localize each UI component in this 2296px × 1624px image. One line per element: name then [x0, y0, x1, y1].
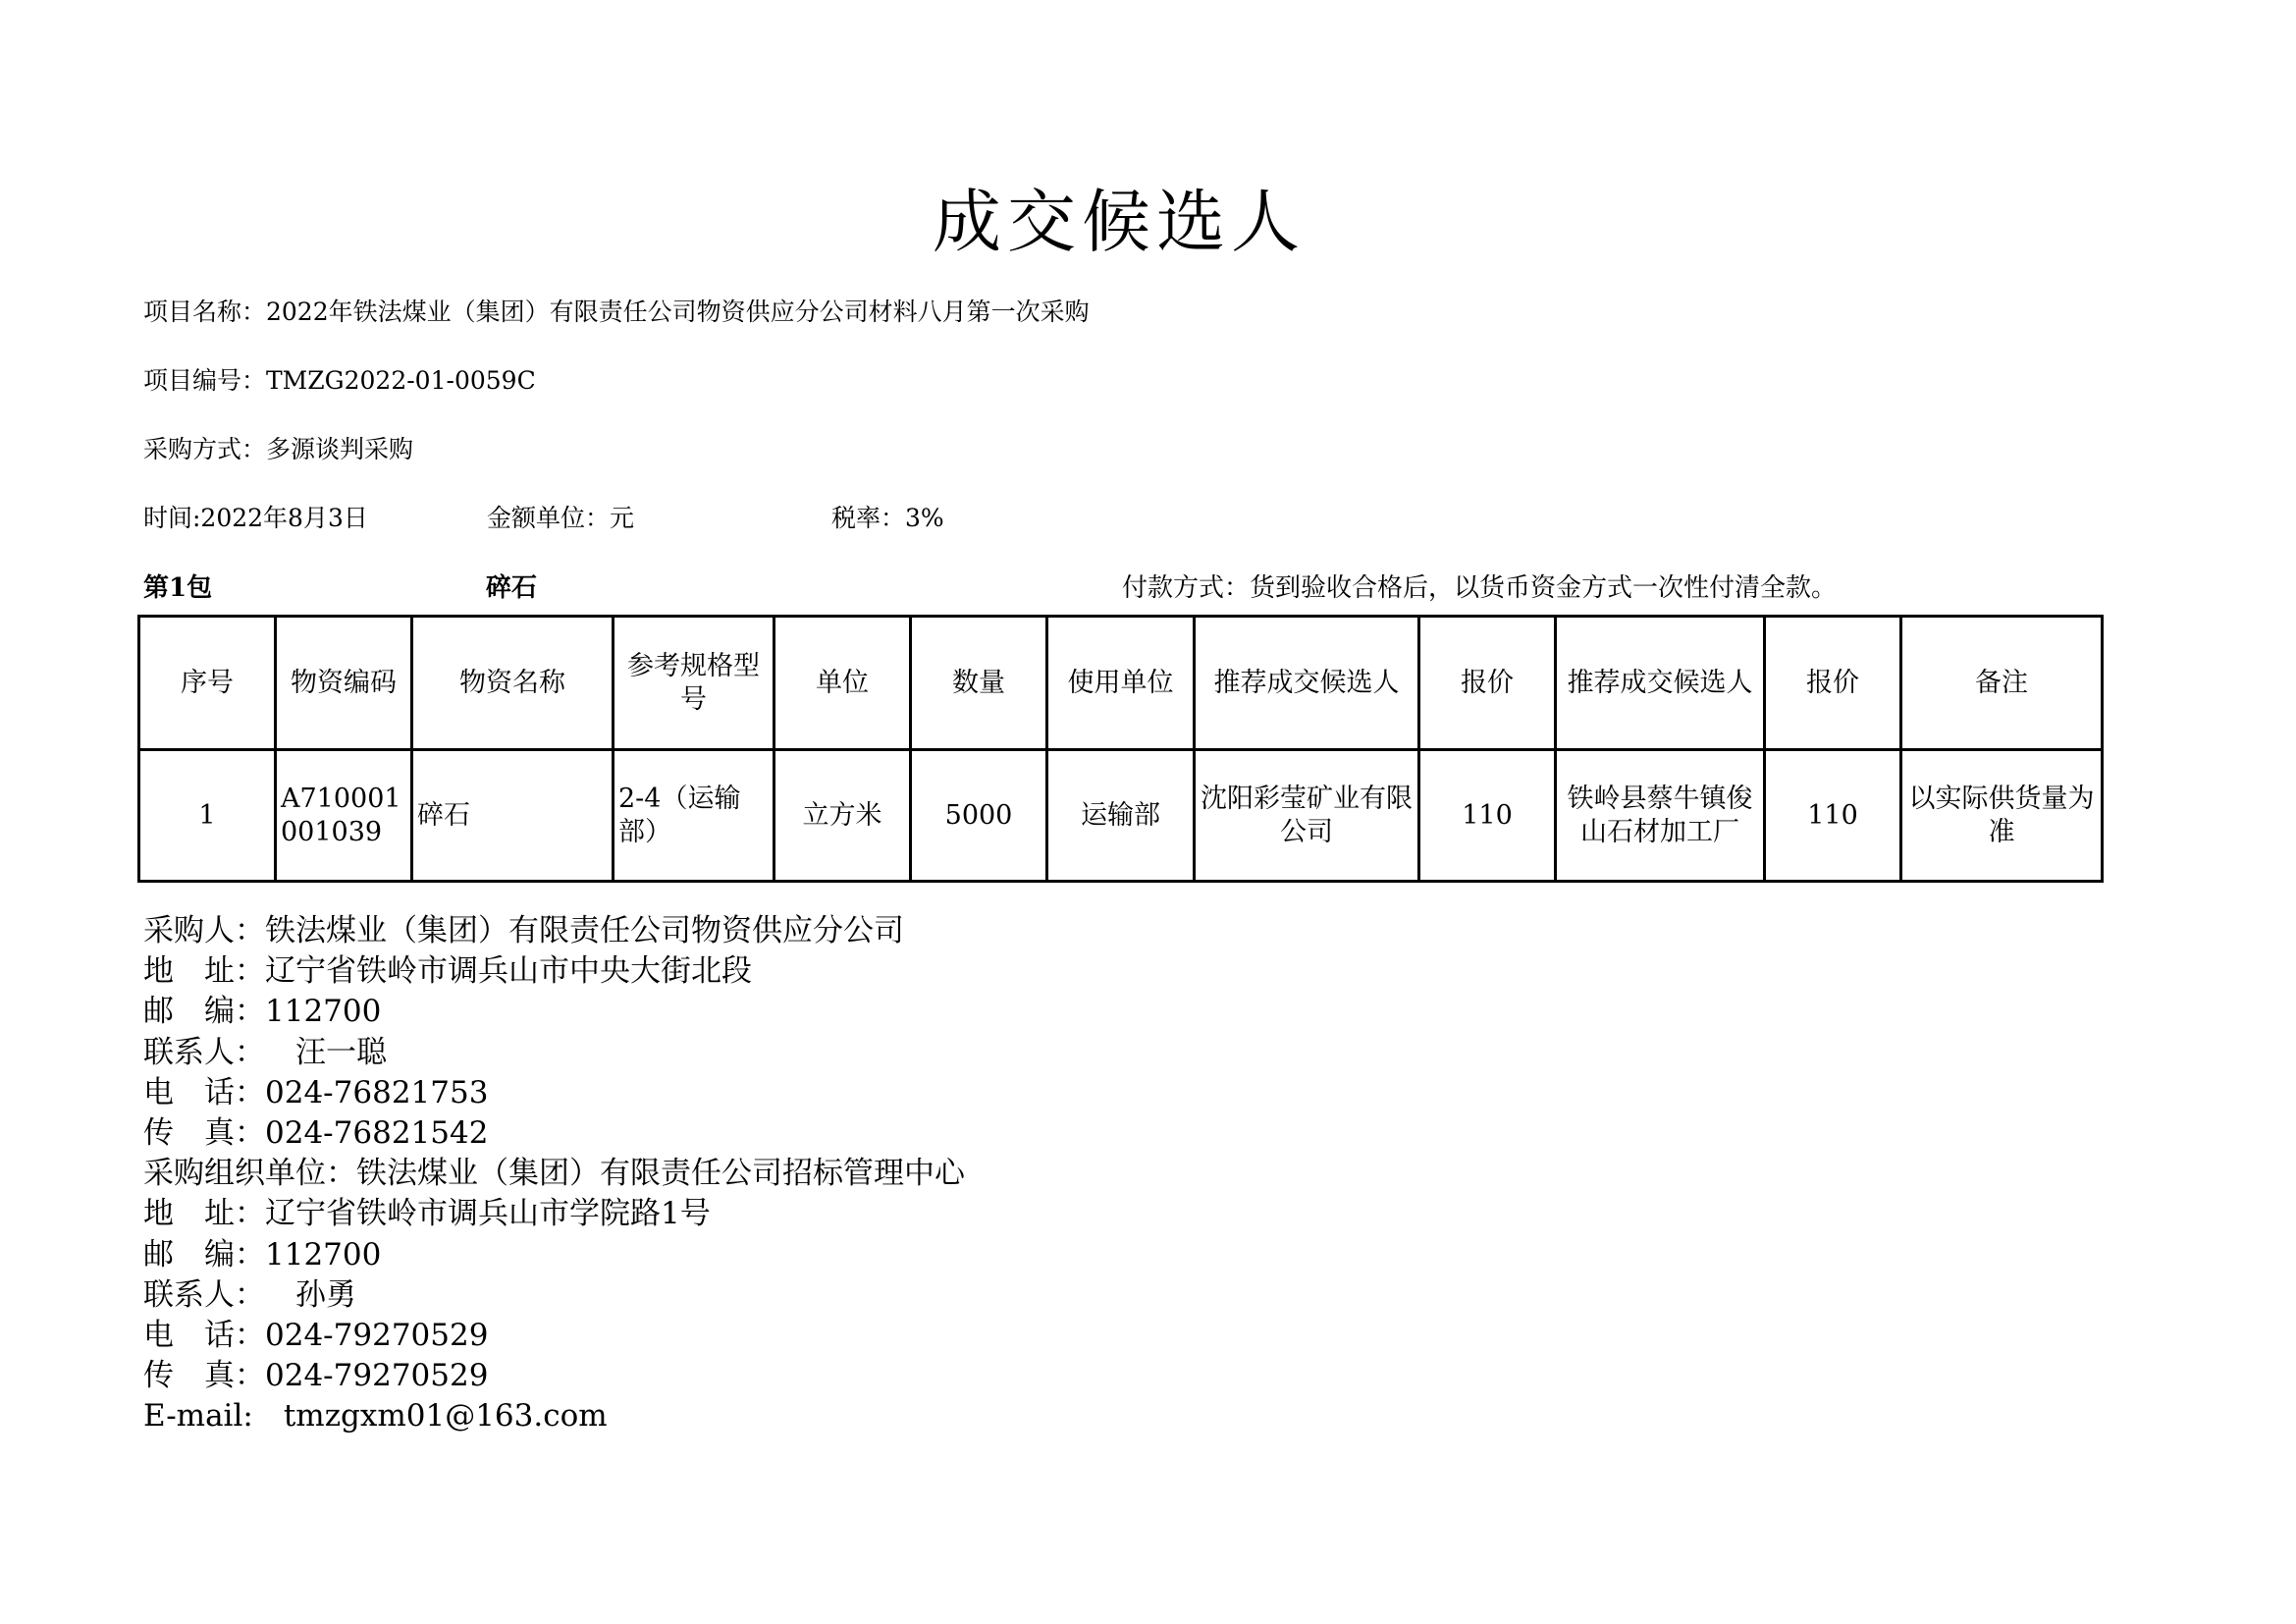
contact-line: [143, 1316, 965, 1356]
contact-value: 孙勇: [265, 1276, 356, 1313]
header-cell: 单位: [774, 617, 911, 750]
contact-line: [143, 951, 965, 992]
contact-value: 辽宁省铁岭市调兵山市中央大街北段: [265, 953, 752, 990]
contact-line: [143, 1113, 965, 1154]
contact-line: [143, 1194, 965, 1234]
contact-value: tmzgxm01@163.com: [252, 1398, 608, 1435]
contact-label: 邮 编：: [143, 1236, 265, 1272]
contact-line: [143, 1396, 965, 1436]
project-name: 项目名称：2022年铁法煤业（集团）有限责任公司物资供应分公司材料八月第一次采购: [143, 298, 1090, 326]
contact-line: [143, 1073, 965, 1113]
contact-label: 采购人：: [143, 913, 265, 948]
cell-material-name: 碎石: [412, 750, 614, 882]
package-label: 第1包: [143, 573, 213, 603]
cell-candidate-1: 沈阳彩莹矿业有限公司: [1195, 750, 1419, 882]
cell-price-2: 110: [1765, 750, 1901, 882]
tax-rate: 税率：3%: [831, 504, 944, 532]
header-cell: 报价: [1765, 617, 1901, 750]
cell-index: 1: [139, 750, 276, 882]
cell-price-1: 110: [1419, 750, 1556, 882]
header-cell: 物资编码: [276, 617, 412, 750]
contact-line: [143, 1235, 965, 1275]
contact-label: 联系人：: [143, 1034, 265, 1070]
contact-line: [143, 1356, 965, 1396]
date: 时间:2022年8月3日: [143, 504, 368, 532]
contact-label: 邮 编：: [143, 994, 265, 1030]
document-title: 成交候选人: [933, 182, 1306, 262]
contact-label: 地 址：: [143, 953, 265, 990]
cell-using-unit: 运输部: [1047, 750, 1195, 882]
contact-block: [143, 911, 965, 1436]
contact-label: 传 真：: [143, 1358, 265, 1394]
header-cell: 参考规格型号: [614, 617, 774, 750]
currency-unit: 金额单位：元: [487, 504, 635, 532]
contact-label: 传 真：: [143, 1114, 265, 1151]
contact-line: [143, 1154, 965, 1194]
contact-value: 024-76821542: [265, 1114, 489, 1151]
cell-candidate-2: 铁岭县蔡牛镇俊山石材加工厂: [1556, 750, 1765, 882]
contact-line: [143, 992, 965, 1032]
package-name: 碎石: [486, 573, 538, 603]
contact-value: 铁法煤业（集团）有限责任公司招标管理中心: [356, 1156, 965, 1192]
header-cell: 序号: [139, 617, 276, 750]
contact-label: 电 话：: [143, 1317, 265, 1353]
contact-value: 024-79270529: [265, 1358, 489, 1394]
contact-value: 024-76821753: [265, 1074, 489, 1110]
contact-label: 联系人：: [143, 1276, 265, 1313]
contact-value: 汪一聪: [265, 1034, 387, 1070]
header-cell: 数量: [911, 617, 1047, 750]
table-row: [139, 750, 2103, 882]
procurement-method: 采购方式：多源谈判采购: [143, 435, 414, 463]
header-cell: 推荐成交候选人: [1195, 617, 1419, 750]
contact-line: [143, 1275, 965, 1316]
payment-terms: 付款方式：货到验收合格后，以货币资金方式一次性付清全款。: [1122, 573, 1838, 603]
header-cell: 物资名称: [412, 617, 614, 750]
header-cell: 备注: [1901, 617, 2103, 750]
contact-value: 铁法煤业（集团）有限责任公司物资供应分公司: [265, 913, 904, 948]
contact-value: 112700: [265, 1236, 382, 1272]
contact-label: 地 址：: [143, 1196, 265, 1232]
header-cell: 使用单位: [1047, 617, 1195, 750]
contact-value: 024-79270529: [265, 1317, 489, 1353]
contact-value: 辽宁省铁岭市调兵山市学院路1号: [265, 1196, 711, 1232]
contact-label: 采购组织单位：: [143, 1156, 356, 1192]
cell-unit: 立方米: [774, 750, 911, 882]
candidate-table: [137, 615, 2104, 883]
header-cell: 报价: [1419, 617, 1556, 750]
contact-label: E-mail:: [143, 1398, 253, 1435]
cell-spec: 2-4（运输部）: [614, 750, 774, 882]
cell-material-code: A710001001039: [276, 750, 412, 882]
cell-remark: 以实际供货量为准: [1901, 750, 2103, 882]
table-header-row: [139, 617, 2103, 750]
project-number: 项目编号：TMZG2022-01-0059C: [143, 366, 536, 395]
contact-line: [143, 1033, 965, 1073]
contact-line: [143, 911, 965, 951]
header-cell: 推荐成交候选人: [1556, 617, 1765, 750]
cell-quantity: 5000: [911, 750, 1047, 882]
contact-label: 电 话：: [143, 1074, 265, 1110]
contact-value: 112700: [265, 994, 382, 1030]
